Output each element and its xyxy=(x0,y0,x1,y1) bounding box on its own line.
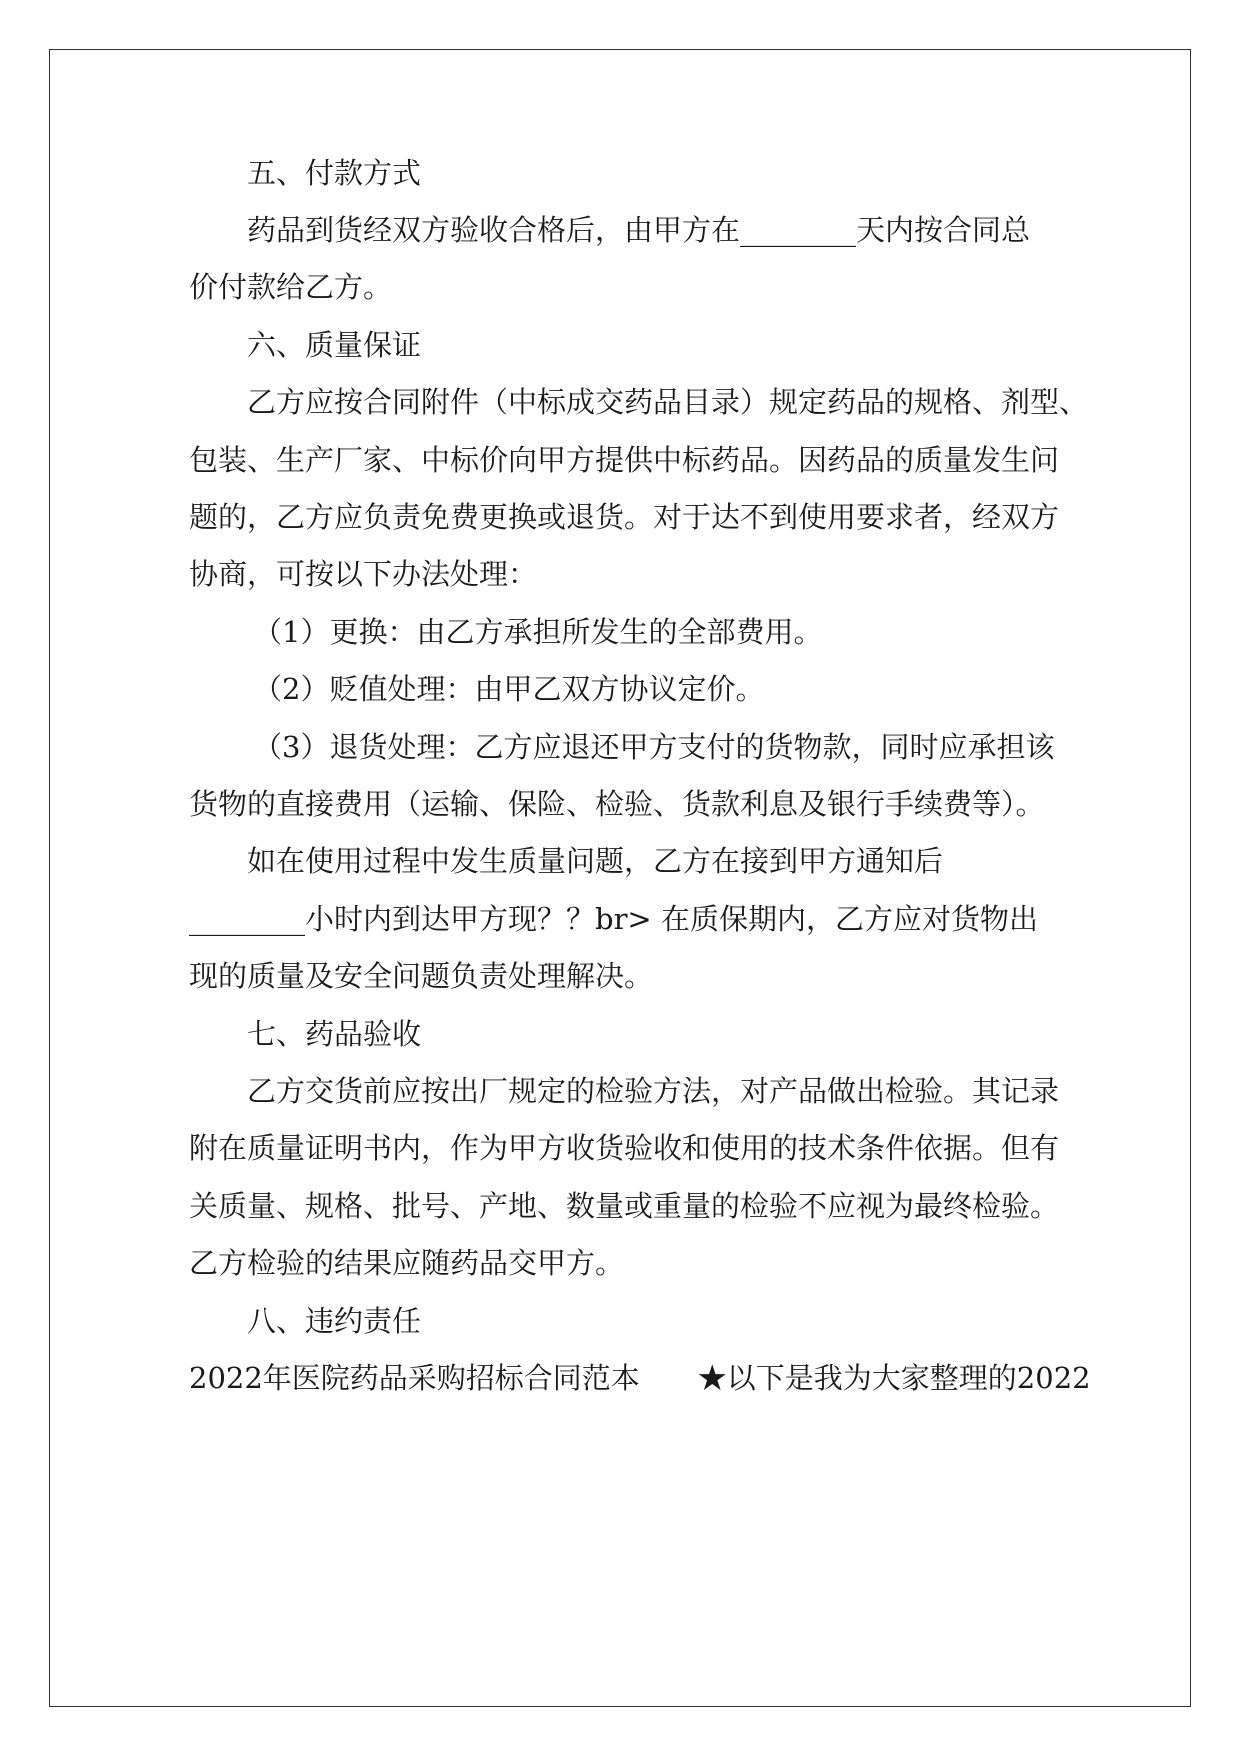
section-heading-quality: 六、质量保证 xyxy=(247,328,422,362)
list-item: （1）更换：由乙方承担所发生的全部费用。 xyxy=(253,615,823,649)
paragraph-line: 2022年医院药品采购招标合同范本 ★以下是我为大家整理的2022 xyxy=(189,1361,1091,1395)
paragraph-line: 价付款给乙方。 xyxy=(189,270,393,304)
section-heading-inspection: 七、药品验收 xyxy=(247,1017,422,1051)
list-item: （2）贬值处理：由甲乙双方协议定价。 xyxy=(253,672,765,706)
paragraph-line: 如在使用过程中发生质量问题，乙方在接到甲方通知后 xyxy=(247,844,944,878)
section-heading-liability: 八、违约责任 xyxy=(247,1304,422,1338)
paragraph-line: 货物的直接费用（运输、保险、检验、货款利息及银行手续费等）。 xyxy=(189,787,1045,821)
paragraph-line: 关质量、规格、批号、产地、数量或重量的检验不应视为最终检验。 xyxy=(189,1189,1060,1223)
paragraph-line: 药品到货经双方验收合格后，由甲方在________天内按合同总 xyxy=(247,213,1031,247)
paragraph-line: ________小时内到达甲方现？？br> 在质保期内，乙方应对货物出 xyxy=(189,902,1038,936)
paragraph-line: 乙方交货前应按出厂规定的检验方法，对产品做出检验。其记录 xyxy=(247,1074,1060,1108)
paragraph-line: 题的，乙方应负责免费更换或退货。对于达不到使用要求者，经双方 xyxy=(189,500,1060,534)
paragraph-line: 乙方应按合同附件（中标成交药品目录）规定药品的规格、剂型、 xyxy=(247,385,1089,419)
paragraph-line: 现的质量及安全问题负责处理解决。 xyxy=(189,959,654,993)
paragraph-line: 乙方检验的结果应随药品交甲方。 xyxy=(189,1246,625,1280)
paragraph-line: 包装、生产厂家、中标价向甲方提供中标药品。因药品的质量发生问 xyxy=(189,443,1060,477)
paragraph-line: 附在质量证明书内，作为甲方收货验收和使用的技术条件依据。但有 xyxy=(189,1131,1060,1165)
section-heading-payment: 五、付款方式 xyxy=(247,156,422,190)
list-item: （3）退货处理：乙方应退还甲方支付的货物款，同时应承担该 xyxy=(253,730,1055,764)
paragraph-line: 协商，可按以下办法处理： xyxy=(189,557,538,591)
